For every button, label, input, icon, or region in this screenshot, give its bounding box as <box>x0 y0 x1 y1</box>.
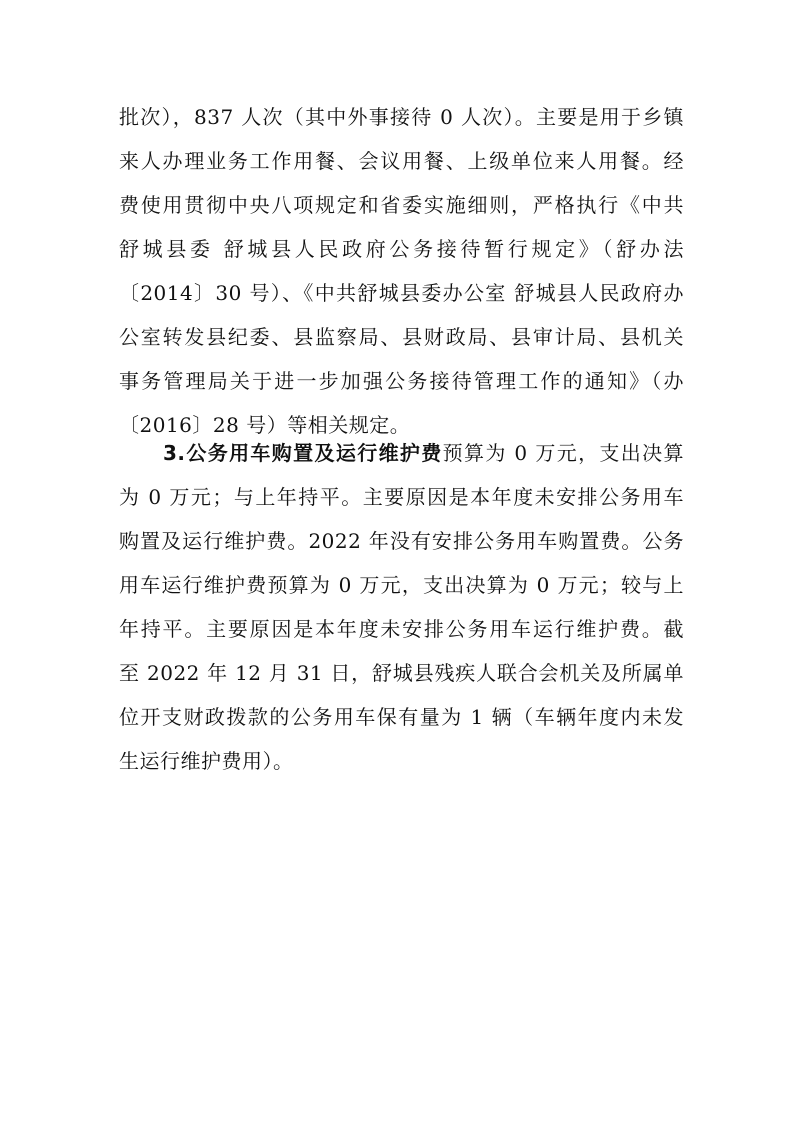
paragraph-vehicle-expenses <box>119 431 684 783</box>
text-line: 年持平。主要原因是本年度未安排公务用车运行维护费。截 <box>119 617 684 641</box>
paragraph-reception-expenses <box>119 95 684 447</box>
section-heading: 3.公务用车购置及运行维护费 <box>163 441 443 465</box>
text-line: 舒城县委 舒城县人民政府公务接待暂行规定》（舒办法 <box>119 237 684 261</box>
text-line: 来人办理业务工作用餐、会议用餐、上级单位来人用餐。经 <box>119 149 684 173</box>
text-line: 事务管理局关于进一步加强公务接待管理工作的通知》（办 <box>119 369 684 393</box>
text-line-with-heading <box>119 431 684 475</box>
text-line: 〔2014〕30 号）、《中共舒城县委办公室 舒城县人民政府办 <box>119 281 684 305</box>
text-line: 购置及运行维护费。2022 年没有安排公务用车购置费。公务 <box>119 529 684 553</box>
heading-line-rest: 预算为 0 万元，支出决算 <box>442 441 684 465</box>
text-line: 为 0 万元；与上年持平。主要原因是本年度未安排公务用车 <box>119 485 684 509</box>
text-line: 至 2022 年 12 月 31 日，舒城县残疾人联合会机关及所属单 <box>119 661 684 685</box>
text-line: 用车运行维护费预算为 0 万元，支出决算为 0 万元；较与上 <box>119 573 684 597</box>
text-line: 位开支财政拨款的公务用车保有量为 1 辆（车辆年度内未发 <box>119 705 684 729</box>
text-line: 批次），837 人次（其中外事接待 0 人次）。主要是用于乡镇 <box>119 105 684 129</box>
text-line: 生运行维护费用）。 <box>119 749 294 773</box>
text-line: 公室转发县纪委、县监察局、县财政局、县审计局、县机关 <box>119 325 684 349</box>
text-line: 〔2016〕28 号）等相关规定。 <box>119 413 411 437</box>
text-line: 费使用贯彻中央八项规定和省委实施细则，严格执行《中共 <box>119 193 684 217</box>
